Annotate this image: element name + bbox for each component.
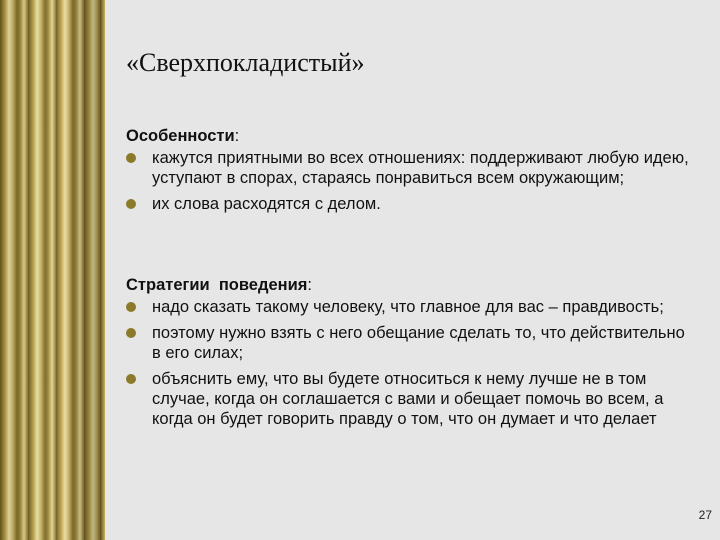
list-item-text: поэтому нужно взять с него обещание сделать то, что действительно в его силах;	[152, 324, 685, 362]
strategies-heading-colon: :	[307, 276, 312, 294]
features-list	[126, 148, 696, 214]
strategies-heading: Стратегии поведения	[126, 276, 308, 294]
features-heading-colon: :	[234, 127, 240, 145]
bullet-icon	[126, 199, 136, 209]
bullet-icon	[126, 302, 136, 312]
list-item	[126, 194, 696, 214]
bullet-icon	[126, 374, 136, 384]
list-item-text: надо сказать такому человеку, что главное для вас – правдивость;	[152, 298, 664, 316]
features-heading-line	[126, 126, 696, 146]
strategies-heading-line	[126, 275, 696, 295]
strategies-list	[126, 297, 696, 429]
features-heading: Особенности	[126, 127, 235, 145]
bullet-icon	[126, 153, 136, 163]
list-item	[126, 297, 696, 317]
list-item	[126, 369, 696, 429]
list-item-text: кажутся приятными во всех отношениях: поддерживают любую идею, уступают в спорах, стараясь понравиться всем окружающим;	[152, 149, 689, 187]
list-item	[126, 148, 696, 188]
gold-curtain-decoration	[0, 0, 100, 540]
strategies-section	[126, 275, 696, 435]
bullet-icon	[126, 328, 136, 338]
curtain-edge	[100, 0, 105, 540]
list-item	[126, 323, 696, 363]
list-item-text: их слова расходятся с делом.	[152, 195, 381, 213]
page-number: 27	[698, 508, 712, 522]
list-item-text: объяснить ему, что вы будете относиться к нему лучше не в том случае, когда он соглашается с вами и обещает помочь во всем, а когда он будет говорить правду о том, что он думает и что делает	[152, 370, 664, 428]
slide-title: «Сверхпокладистый»	[126, 48, 365, 77]
features-section	[126, 126, 696, 220]
